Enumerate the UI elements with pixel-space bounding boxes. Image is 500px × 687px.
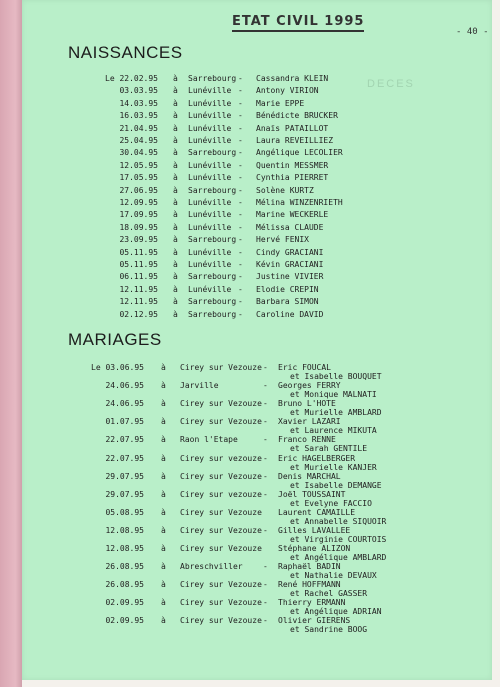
birth-row	[22, 98, 492, 110]
birth-name: Anaïs PATAILLOT	[256, 123, 329, 133]
birth-date: 02.12.95	[119, 309, 158, 319]
birth-preposition: à	[173, 123, 178, 133]
marriage-date: 01.07.95	[105, 417, 144, 427]
birth-preposition: à	[173, 173, 178, 183]
birth-preposition: à	[173, 160, 178, 170]
page-title: ETAT CIVIL 1995	[232, 14, 364, 32]
marriage-preposition: à	[161, 580, 166, 590]
birth-row	[22, 271, 492, 283]
marriage-dash: -	[263, 363, 268, 372]
birth-name: Cindy GRACIANI	[256, 247, 324, 257]
birth-place: Lunéville	[188, 173, 232, 183]
marriage-groom: Laurent CAMAILLE	[278, 507, 356, 517]
birth-place: Lunéville	[188, 86, 232, 96]
birth-name: Kévin GRACIANI	[256, 260, 324, 269]
birth-name: Barbara SIMON	[256, 297, 319, 307]
birth-row	[22, 73, 492, 85]
marriage-dash: -	[263, 616, 268, 626]
marriage-date: Le 03.06.95	[91, 363, 144, 372]
birth-date: 18.09.95	[119, 222, 158, 232]
birth-name: Quentin MESSMER	[256, 160, 329, 170]
marriage-bride: et Sarah GENTILE	[290, 444, 368, 454]
marriage-preposition: à	[161, 435, 166, 445]
birth-dash: -	[238, 260, 243, 269]
document-page	[22, 0, 492, 680]
birth-date: 14.03.95	[119, 98, 158, 108]
marriage-groom: Gilles LAVALLEE	[278, 525, 351, 535]
marriage-preposition: à	[161, 381, 166, 391]
birth-dash: -	[238, 136, 243, 145]
birth-row	[22, 259, 492, 271]
marriage-preposition: à	[161, 489, 166, 499]
birth-place: Sarrebourg	[188, 185, 237, 195]
marriage-bride: et Angélique AMBLARD	[290, 553, 387, 562]
birth-row	[22, 147, 492, 159]
marriage-dash: -	[263, 562, 268, 572]
birth-date: 27.06.95	[119, 185, 158, 195]
birth-row	[22, 309, 492, 321]
marriage-bride: et Isabelle DEMANGE	[290, 480, 382, 490]
birth-preposition: à	[173, 185, 178, 195]
birth-row	[22, 123, 492, 135]
birth-date: 05.11.95	[119, 260, 158, 269]
birth-name: Marine WECKERLE	[256, 210, 329, 220]
marriage-dash: -	[263, 381, 268, 391]
marriage-date: 29.07.95	[105, 489, 144, 499]
birth-date: 25.04.95	[119, 136, 158, 145]
birth-date: 05.11.95	[119, 247, 158, 257]
marriage-bride: et Angélique ADRIAN	[290, 607, 382, 617]
birth-name: Bénédicte BRUCKER	[256, 111, 338, 121]
marriage-place: Raon l'Etape	[180, 435, 238, 445]
birth-preposition: à	[173, 74, 178, 83]
birth-preposition: à	[173, 272, 178, 282]
birth-preposition: à	[173, 297, 178, 307]
birth-preposition: à	[173, 136, 178, 145]
marriage-place: Cirey sur vezouze	[180, 489, 262, 499]
binding-edge	[0, 0, 22, 687]
birth-dash: -	[238, 111, 243, 121]
marriage-groom: Bruno L'HOTE	[278, 399, 336, 409]
birth-date: 12.11.95	[119, 284, 158, 294]
birth-preposition: à	[173, 86, 178, 96]
birth-preposition: à	[173, 210, 178, 220]
birth-date: 17.09.95	[119, 210, 158, 220]
birth-dash: -	[238, 272, 243, 282]
birth-row	[22, 135, 492, 147]
birth-preposition: à	[173, 260, 178, 269]
birth-preposition: à	[173, 222, 178, 232]
birth-name: Mélissa CLAUDE	[256, 222, 324, 232]
birth-place: Lunéville	[188, 123, 232, 133]
birth-dash: -	[238, 98, 243, 108]
marriage-place: Cirey sur Vezouze	[180, 507, 262, 517]
marriage-groom: Xavier LAZARI	[278, 417, 341, 427]
marriage-place: Cirey sur Vezouze	[180, 616, 262, 626]
birth-row	[22, 85, 492, 97]
birth-row	[22, 234, 492, 246]
birth-date: 06.11.95	[119, 272, 158, 282]
birth-date: 12.09.95	[119, 198, 158, 207]
birth-preposition: à	[173, 148, 178, 158]
birth-place: Lunéville	[188, 222, 232, 232]
birth-name: Justine VIVIER	[256, 272, 324, 282]
marriage-date: 29.07.95	[105, 471, 144, 481]
birth-date: 03.03.95	[119, 86, 158, 96]
marriage-date: 02.09.95	[105, 616, 144, 626]
birth-dash: -	[238, 222, 243, 232]
marriage-place: Cirey sur vezouze	[180, 453, 262, 463]
marriage-bride: et Evelyne FACCIO	[290, 498, 372, 508]
birth-place: Lunéville	[188, 284, 232, 294]
birth-name: Caroline DAVID	[256, 309, 324, 319]
birth-place: Sarrebourg	[188, 74, 237, 83]
marriage-dash: -	[263, 598, 268, 608]
birth-dash: -	[238, 148, 243, 158]
birth-place: Lunéville	[188, 160, 232, 170]
marriage-dash: -	[263, 525, 268, 535]
marriage-groom: Raphaël BADIN	[278, 562, 341, 572]
marriage-place: Cirey sur Vezouze	[180, 598, 262, 608]
birth-dash: -	[238, 284, 243, 294]
marriage-place: Cirey sur Vezouze	[180, 544, 262, 553]
birth-date: 12.05.95	[119, 160, 158, 170]
marriage-place: Cirey sur Vezouze	[180, 417, 262, 427]
birth-name: Cynthia PIERRET	[256, 173, 329, 183]
birth-name: Angélique LECOLIER	[256, 148, 343, 158]
marriage-groom: Denis MARCHAL	[278, 471, 341, 481]
birth-row	[22, 284, 492, 296]
marriage-bride: et Annabelle SIQUOIR	[290, 516, 387, 526]
marriage-date: 05.08.95	[105, 507, 144, 517]
birth-place: Sarrebourg	[188, 235, 237, 245]
marriage-groom: René HOFFMANN	[278, 580, 341, 590]
marriage-groom: Thierry ERMANN	[278, 598, 346, 608]
births-heading: NAISSANCES	[68, 43, 183, 62]
marriage-preposition: à	[161, 616, 166, 626]
marriage-place: Cirey sur Vezouze	[180, 471, 262, 481]
marriage-date: 12.08.95	[105, 544, 144, 553]
birth-dash: -	[238, 198, 243, 207]
marriage-date: 22.07.95	[105, 435, 144, 445]
marriage-place: Abreschviller	[180, 562, 243, 572]
marriages-heading: MARIAGES	[68, 330, 162, 349]
page-number: - 40 -	[456, 27, 489, 37]
birth-preposition: à	[173, 111, 178, 121]
birth-row	[22, 110, 492, 122]
birth-dash: -	[238, 123, 243, 133]
marriage-groom: Eric FOUCAL	[278, 363, 331, 372]
marriage-place: Cirey sur Vezouze	[180, 580, 262, 590]
birth-name: Laura REVEILLIEZ	[256, 136, 334, 145]
marriage-bride: et Rachel GASSER	[290, 589, 368, 599]
birth-row	[22, 160, 492, 172]
birth-preposition: à	[173, 198, 178, 207]
birth-row	[22, 172, 492, 184]
birth-date: 23.09.95	[119, 235, 158, 245]
birth-preposition: à	[173, 284, 178, 294]
birth-dash: -	[238, 74, 243, 83]
birth-place: Lunéville	[188, 210, 232, 220]
birth-place: Lunéville	[188, 136, 232, 145]
marriage-preposition: à	[161, 507, 166, 517]
marriage-bride-row	[22, 624, 492, 636]
marriage-date: 26.08.95	[105, 562, 144, 572]
bleed-through-heading: DECES	[367, 78, 415, 90]
marriage-dash: -	[263, 453, 268, 463]
birth-name: Hervé FENIX	[256, 235, 309, 245]
marriage-bride: et Virginie COURTOIS	[290, 534, 387, 544]
marriage-place: Cirey sur Vezouze	[180, 363, 262, 372]
birth-preposition: à	[173, 247, 178, 257]
marriage-dash: -	[263, 417, 268, 427]
birth-date: 12.11.95	[119, 297, 158, 307]
birth-place: Lunéville	[188, 247, 232, 257]
marriage-preposition: à	[161, 417, 166, 427]
marriage-date: 22.07.95	[105, 453, 144, 463]
birth-place: Sarrebourg	[188, 272, 237, 282]
birth-dash: -	[238, 185, 243, 195]
birth-place: Sarrebourg	[188, 309, 237, 319]
marriage-date: 12.08.95	[105, 525, 144, 535]
birth-date: 21.04.95	[119, 123, 158, 133]
marriage-dash: -	[263, 580, 268, 590]
birth-name: Elodie CREPIN	[256, 284, 319, 294]
marriage-preposition: à	[161, 363, 166, 372]
birth-preposition: à	[173, 98, 178, 108]
birth-place: Lunéville	[188, 260, 232, 269]
marriage-groom: Joël TOUSSAINT	[278, 489, 346, 499]
marriage-preposition: à	[161, 453, 166, 463]
birth-date: 16.03.95	[119, 111, 158, 121]
marriage-preposition: à	[161, 562, 166, 572]
birth-row	[22, 222, 492, 234]
birth-row	[22, 185, 492, 197]
birth-place: Lunéville	[188, 98, 232, 108]
birth-name: Mélina WINZENRIETH	[256, 198, 343, 207]
birth-place: Lunéville	[188, 111, 232, 121]
birth-preposition: à	[173, 309, 178, 319]
marriage-preposition: à	[161, 525, 166, 535]
marriage-groom: Stéphane ALIZON	[278, 544, 351, 553]
marriage-dash: -	[263, 399, 268, 409]
birth-dash: -	[238, 160, 243, 170]
birth-date: 17.05.95	[119, 173, 158, 183]
marriage-date: 02.09.95	[105, 598, 144, 608]
birth-name: Cassandra KLEIN	[256, 74, 329, 83]
marriage-bride: et Murielle AMBLARD	[290, 408, 382, 418]
marriage-bride: et Monique MALNATI	[290, 390, 377, 400]
marriage-place: Cirey sur Vezouze	[180, 525, 262, 535]
marriage-dash: -	[263, 435, 268, 445]
birth-place: Lunéville	[188, 198, 232, 207]
marriage-bride: et Isabelle BOUQUET	[290, 372, 382, 381]
birth-row	[22, 296, 492, 308]
birth-row	[22, 209, 492, 221]
birth-date: Le 22.02.95	[105, 74, 158, 83]
marriage-preposition: à	[161, 399, 166, 409]
marriage-place: Cirey sur Vezouze	[180, 399, 262, 409]
birth-place: Sarrebourg	[188, 148, 237, 158]
birth-dash: -	[238, 247, 243, 257]
marriage-bride: et Laurence MIKUTA	[290, 426, 377, 436]
marriage-bride: et Sandrine BOOG	[290, 625, 368, 635]
birth-preposition: à	[173, 235, 178, 245]
marriage-date: 24.06.95	[105, 399, 144, 409]
birth-dash: -	[238, 210, 243, 220]
birth-row	[22, 197, 492, 209]
marriage-dash: -	[263, 471, 268, 481]
marriage-dash: -	[263, 489, 268, 499]
marriage-groom: Olivier GIERENS	[278, 616, 351, 626]
birth-dash: -	[238, 86, 243, 96]
birth-dash: -	[238, 235, 243, 245]
birth-dash: -	[238, 297, 243, 307]
birth-date: 30.04.95	[119, 148, 158, 158]
birth-dash: -	[238, 173, 243, 183]
marriage-bride: et Murielle KANJER	[290, 462, 377, 472]
birth-name: Antony VIRION	[256, 86, 319, 96]
marriage-preposition: à	[161, 544, 166, 553]
birth-row	[22, 247, 492, 259]
marriage-groom: Georges FERRY	[278, 381, 341, 391]
marriage-groom: Franco RENNE	[278, 435, 336, 445]
marriage-groom: Eric HAGELBERGER	[278, 453, 356, 463]
marriage-date: 24.06.95	[105, 381, 144, 391]
birth-name: Marie EPPE	[256, 98, 305, 108]
birth-dash: -	[238, 309, 243, 319]
birth-name: Solène KURTZ	[256, 185, 314, 195]
marriage-preposition: à	[161, 598, 166, 608]
marriage-date: 26.08.95	[105, 580, 144, 590]
birth-place: Sarrebourg	[188, 297, 237, 307]
marriage-bride: et Nathalie DEVAUX	[290, 571, 377, 581]
marriage-place: Jarville	[180, 381, 219, 391]
marriage-preposition: à	[161, 471, 166, 481]
